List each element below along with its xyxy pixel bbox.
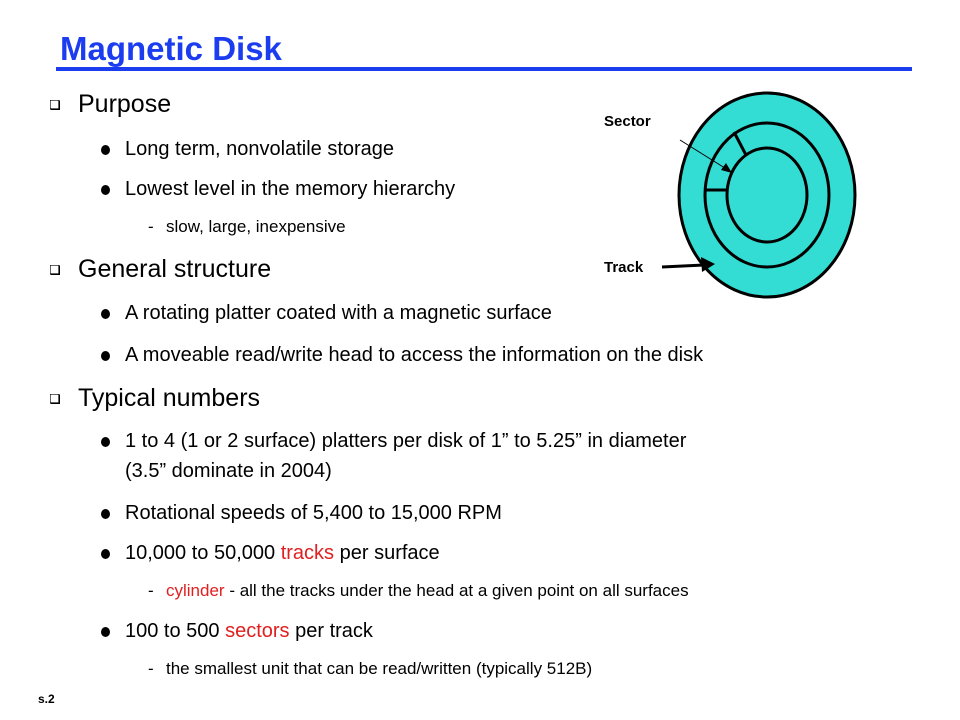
square-bullet-icon <box>50 100 62 112</box>
track-arrow-line <box>662 265 704 267</box>
round-bullet-icon <box>101 509 110 519</box>
list-item-text: 10,000 to 50,000 <box>125 542 281 564</box>
list-item-text: 1 to 4 (1 or 2 surface) platters per disk of 1” to 5.25” in diameter <box>125 430 687 452</box>
heading-general-structure-text: General structure <box>78 255 272 283</box>
sub-item <box>148 579 689 603</box>
round-bullet-icon <box>101 627 110 637</box>
round-bullet-icon <box>101 185 110 195</box>
round-bullet-icon <box>101 549 110 559</box>
heading-general-structure <box>78 255 271 284</box>
dash-bullet-icon: - <box>148 659 154 678</box>
sub-item <box>148 215 346 239</box>
list-item <box>125 537 440 569</box>
round-bullet-icon <box>101 145 110 155</box>
list-item-text: Long term, nonvolatile storage <box>125 138 395 160</box>
sub-item-text: - all the tracks under the head at a given point on all surfaces <box>224 581 689 600</box>
dash-bullet-icon: - <box>148 581 154 600</box>
list-item-continuation <box>125 455 332 487</box>
round-bullet-icon <box>101 437 110 447</box>
list-item-text: Rotational speeds of 5,400 to 15,000 RPM <box>125 502 502 524</box>
round-bullet-icon <box>101 351 110 361</box>
list-item <box>125 425 686 457</box>
highlight-tracks: tracks <box>280 542 335 564</box>
slide-title: Magnetic Disk <box>60 30 282 67</box>
list-item-text: A rotating platter coated with a magnetic surface <box>125 302 552 324</box>
dash-bullet-icon: - <box>148 217 154 236</box>
list-item-text: (3.5” dominate in 2004) <box>125 460 332 482</box>
square-bullet-icon <box>50 394 62 406</box>
sub-item-text: slow, large, inexpensive <box>166 217 346 236</box>
list-item <box>125 615 373 647</box>
list-item <box>125 339 703 371</box>
heading-purpose-text: Purpose <box>78 90 172 118</box>
heading-typical-numbers <box>78 384 260 413</box>
list-item <box>125 173 455 205</box>
sector-label: Sector <box>604 113 651 130</box>
sub-item <box>148 657 593 681</box>
track-label: Track <box>604 259 644 276</box>
list-item-text: per surface <box>334 542 440 564</box>
list-item-text: Lowest level in the memory hierarchy <box>125 178 456 200</box>
list-item-text: per track <box>289 620 373 642</box>
heading-typical-numbers-text: Typical numbers <box>78 384 261 412</box>
slide-number: s.2 <box>38 692 55 706</box>
list-item <box>125 297 552 329</box>
round-bullet-icon <box>101 309 110 319</box>
heading-purpose <box>78 90 171 119</box>
highlight-sectors: sectors <box>225 620 290 642</box>
list-item <box>125 133 394 165</box>
highlight-cylinder: cylinder <box>166 581 225 600</box>
list-item-text: 100 to 500 <box>125 620 226 642</box>
square-bullet-icon <box>50 265 62 277</box>
list-item-text: A moveable read/write head to access the information on the disk <box>125 344 704 366</box>
list-item <box>125 497 502 529</box>
sub-item-text: the smallest unit that can be read/written (typically 512B) <box>166 659 593 678</box>
